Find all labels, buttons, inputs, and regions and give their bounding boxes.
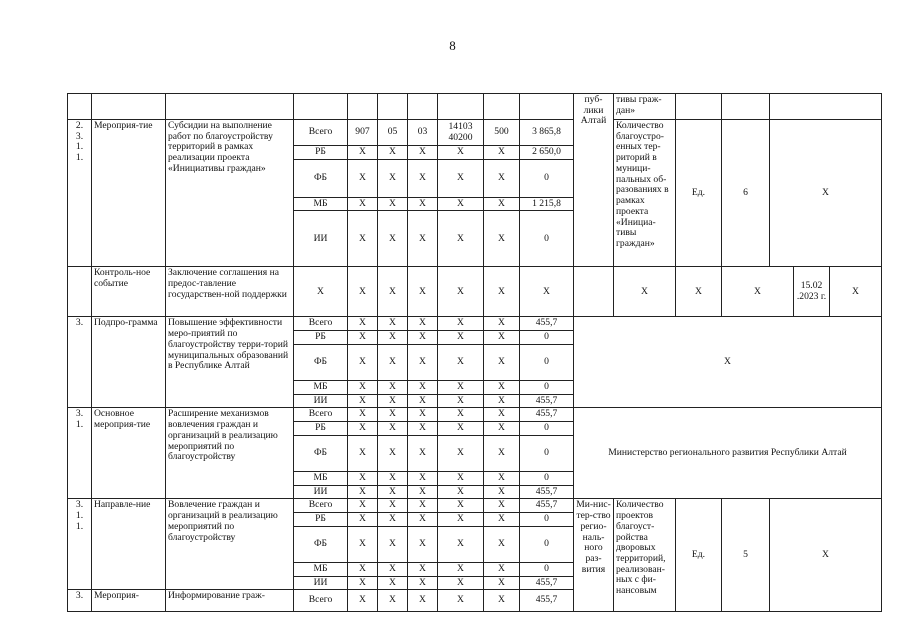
x-cell: Х bbox=[484, 344, 520, 380]
x-cell: Х bbox=[484, 526, 520, 562]
amount-cell: 2 650,0 bbox=[520, 146, 574, 160]
source-label: МБ bbox=[294, 471, 348, 485]
row-type: Мероприя- bbox=[92, 590, 166, 612]
row-name: Повышение эффективности меро-приятий по благоустройству терри-торий муниципальных образований в Республике Алтай bbox=[166, 317, 294, 408]
row-type: Подпро-грамма bbox=[92, 317, 166, 408]
x-cell: Х bbox=[408, 197, 438, 211]
x-cell: Х bbox=[520, 267, 574, 317]
x-cell: Х bbox=[408, 211, 438, 267]
x-cell: Х bbox=[484, 562, 520, 576]
x-cell: Х bbox=[348, 562, 378, 576]
x-cell: Х bbox=[408, 146, 438, 160]
x-cell: Х bbox=[484, 267, 520, 317]
table-row bbox=[68, 120, 882, 146]
x-cell: Х bbox=[378, 317, 408, 331]
x-cell: Х bbox=[438, 408, 484, 422]
amount-cell: 0 bbox=[520, 159, 574, 197]
x-cell: Х bbox=[438, 422, 484, 436]
x-cell: Х bbox=[408, 422, 438, 436]
x-cell: Х bbox=[438, 331, 484, 345]
x-cell: Х bbox=[484, 485, 520, 499]
x-cell: Х bbox=[484, 197, 520, 211]
x-cell: Х bbox=[348, 408, 378, 422]
table-row bbox=[68, 499, 882, 513]
x-cell: Х bbox=[378, 513, 408, 527]
x-cell: Х bbox=[378, 211, 408, 267]
source-label: МБ bbox=[294, 197, 348, 211]
x-cell: Х bbox=[438, 562, 484, 576]
row-name: Информирование граж- bbox=[166, 590, 294, 612]
source-label: РБ bbox=[294, 422, 348, 436]
x-cell: Х bbox=[348, 331, 378, 345]
x-cell: Х bbox=[484, 499, 520, 513]
x-cell: Х bbox=[348, 146, 378, 160]
row-name: Заключение соглашения на предос-тавление государствен-ной поддержки bbox=[166, 267, 294, 317]
x-cell: Х bbox=[378, 344, 408, 380]
x-cell: Х bbox=[438, 317, 484, 331]
table-row bbox=[68, 267, 882, 317]
x-cell: Х bbox=[484, 211, 520, 267]
x-cell: Х bbox=[378, 146, 408, 160]
source-label: Всего bbox=[294, 120, 348, 146]
x-cell: Х bbox=[348, 267, 378, 317]
x-cell: Х bbox=[348, 197, 378, 211]
code-cell: 907 bbox=[348, 120, 378, 146]
source-label: Всего bbox=[294, 408, 348, 422]
x-cell: Х bbox=[378, 380, 408, 394]
x-cell: Х bbox=[408, 485, 438, 499]
x-cell: Х bbox=[348, 317, 378, 331]
x-cell: Х bbox=[378, 394, 408, 408]
indicator-cell: Количество благоустро-енных тер-риторий в муници-пальных об-разованиях в рамках проекта «Инициа-тивы граждан» bbox=[614, 120, 676, 267]
x-cell: Х bbox=[348, 590, 378, 612]
value-cell: 5 bbox=[722, 499, 770, 612]
amount-cell: 1 215,8 bbox=[520, 197, 574, 211]
x-cell: Х bbox=[348, 422, 378, 436]
row-type: Мероприя-тие bbox=[92, 120, 166, 267]
x-cell: Х bbox=[438, 197, 484, 211]
row-name: Расширение механизмов вовлечения граждан и организаций в реализацию мероприятий по благоустройству bbox=[166, 408, 294, 499]
page-number: 8 bbox=[449, 38, 456, 53]
x-cell: Х bbox=[348, 394, 378, 408]
x-cell: Х bbox=[408, 590, 438, 612]
x-cell: Х bbox=[484, 380, 520, 394]
unit-cell: Ед. bbox=[676, 499, 722, 612]
x-cell: Х bbox=[378, 576, 408, 590]
x-cell: Х bbox=[408, 526, 438, 562]
code-cell: 500 bbox=[484, 120, 520, 146]
x-cell: Х bbox=[348, 471, 378, 485]
x-cell: Х bbox=[484, 422, 520, 436]
amount-cell: 455,7 bbox=[520, 317, 574, 331]
source-label: РБ bbox=[294, 513, 348, 527]
code-cell: 14103 40200 bbox=[438, 120, 484, 146]
amount-cell: 0 bbox=[520, 331, 574, 345]
row-number: 3. 1. 1. bbox=[68, 499, 92, 590]
amount-cell: 455,7 bbox=[520, 408, 574, 422]
x-cell: Х bbox=[438, 380, 484, 394]
x-cell: Х bbox=[438, 576, 484, 590]
table-row bbox=[68, 317, 882, 331]
unit-cell: Ед. bbox=[676, 120, 722, 267]
source-label: Всего bbox=[294, 499, 348, 513]
x-cell: Х bbox=[484, 146, 520, 160]
x-cell: Х bbox=[438, 159, 484, 197]
amount-cell: 455,7 bbox=[520, 590, 574, 612]
source-label: ФБ bbox=[294, 435, 348, 471]
x-cell: Х bbox=[408, 380, 438, 394]
x-cell: Х bbox=[378, 471, 408, 485]
x-cell: Х bbox=[438, 211, 484, 267]
row-number: 3. 1. bbox=[68, 408, 92, 499]
x-cell: Х bbox=[378, 526, 408, 562]
x-cell: Х bbox=[438, 394, 484, 408]
x-cell: Х bbox=[378, 408, 408, 422]
x-cell: Х bbox=[438, 485, 484, 499]
amount-cell: 0 bbox=[520, 344, 574, 380]
x-cell: Х bbox=[484, 394, 520, 408]
source-label: ИИ bbox=[294, 485, 348, 499]
source-label: ИИ bbox=[294, 211, 348, 267]
x-cell: Х bbox=[378, 331, 408, 345]
code-cell: 03 bbox=[408, 120, 438, 146]
source-label: РБ bbox=[294, 146, 348, 160]
x-cell: Х bbox=[574, 317, 882, 408]
x-cell: Х bbox=[676, 267, 722, 317]
x-cell: Х bbox=[348, 576, 378, 590]
x-cell: Х bbox=[378, 590, 408, 612]
amount-cell: 0 bbox=[520, 211, 574, 267]
x-cell: Х bbox=[348, 380, 378, 394]
x-cell: Х bbox=[408, 408, 438, 422]
x-cell: Х bbox=[408, 435, 438, 471]
amount-cell: 455,7 bbox=[520, 499, 574, 513]
x-cell: Х bbox=[770, 120, 882, 267]
x-cell: Х bbox=[408, 471, 438, 485]
x-cell: Х bbox=[408, 394, 438, 408]
x-cell: Х bbox=[438, 499, 484, 513]
x-cell: Х bbox=[484, 576, 520, 590]
x-cell: Х bbox=[438, 590, 484, 612]
x-cell: Х bbox=[408, 331, 438, 345]
x-cell: Х bbox=[722, 267, 794, 317]
x-cell: Х bbox=[484, 471, 520, 485]
executor-cell: пуб-лики Алтай bbox=[574, 94, 614, 267]
amount-cell: 455,7 bbox=[520, 394, 574, 408]
amount-cell: 0 bbox=[520, 380, 574, 394]
x-cell: Х bbox=[484, 590, 520, 612]
x-cell: Х bbox=[348, 526, 378, 562]
code-cell: 05 bbox=[378, 120, 408, 146]
x-cell: Х bbox=[484, 513, 520, 527]
amount-cell: 455,7 bbox=[520, 485, 574, 499]
x-cell: Х bbox=[348, 485, 378, 499]
x-cell: Х bbox=[438, 435, 484, 471]
source-label: МБ bbox=[294, 380, 348, 394]
x-cell: Х bbox=[830, 267, 882, 317]
row-name: Вовлечение граждан и организаций в реализацию мероприятий по благоустройству bbox=[166, 499, 294, 590]
indicator-cell: Количество проектов благоуст-ройства дворовых территорий, реализован-ных с фи-нансовым bbox=[614, 499, 676, 612]
row-number: 2. 3. 1. 1. bbox=[68, 120, 92, 267]
x-cell: Х bbox=[378, 499, 408, 513]
amount-cell: 0 bbox=[520, 435, 574, 471]
source-label: ФБ bbox=[294, 344, 348, 380]
value-cell: 6 bbox=[722, 120, 770, 267]
x-cell: Х bbox=[378, 435, 408, 471]
source-label: Всего bbox=[294, 317, 348, 331]
x-cell: Х bbox=[378, 562, 408, 576]
x-cell: Х bbox=[408, 344, 438, 380]
row-number: 3. bbox=[68, 590, 92, 612]
source-label: ФБ bbox=[294, 159, 348, 197]
table-row bbox=[68, 94, 882, 120]
x-cell: Х bbox=[348, 159, 378, 197]
x-cell: Х bbox=[408, 562, 438, 576]
x-cell: Х bbox=[348, 211, 378, 267]
amount-cell: 0 bbox=[520, 526, 574, 562]
x-cell: Х bbox=[378, 159, 408, 197]
x-cell: Х bbox=[378, 485, 408, 499]
amount-cell: 0 bbox=[520, 422, 574, 436]
x-cell: Х bbox=[484, 159, 520, 197]
x-cell: Х bbox=[770, 499, 882, 612]
x-cell: Х bbox=[378, 422, 408, 436]
row-type: Направле-ние bbox=[92, 499, 166, 590]
row-type: Контроль-ное событие bbox=[92, 267, 166, 317]
source-label: МБ bbox=[294, 562, 348, 576]
table-row bbox=[68, 408, 882, 422]
executor-cell: Ми-нис-тер-ство регио-наль-ного раз-вития bbox=[574, 499, 614, 612]
x-cell: Х bbox=[378, 267, 408, 317]
x-cell: Х bbox=[438, 526, 484, 562]
x-cell: Х bbox=[484, 435, 520, 471]
x-cell: Х bbox=[408, 317, 438, 331]
x-cell: Х bbox=[294, 267, 348, 317]
x-cell: Х bbox=[408, 159, 438, 197]
amount-cell: 0 bbox=[520, 562, 574, 576]
x-cell: Х bbox=[484, 331, 520, 345]
executor-cell: Министерство регионального развития Республики Алтай bbox=[574, 408, 882, 499]
source-label: ИИ bbox=[294, 576, 348, 590]
x-cell: Х bbox=[348, 499, 378, 513]
amount-cell: 3 865,8 bbox=[520, 120, 574, 146]
row-name: Субсидии на выполнение работ по благоустройству территорий в рамках реализации проекта «Инициативы граждан» bbox=[166, 120, 294, 267]
x-cell: Х bbox=[484, 408, 520, 422]
program-table bbox=[67, 93, 882, 612]
x-cell: Х bbox=[614, 267, 676, 317]
x-cell: Х bbox=[408, 513, 438, 527]
x-cell: Х bbox=[348, 435, 378, 471]
x-cell: Х bbox=[438, 267, 484, 317]
source-label: РБ bbox=[294, 331, 348, 345]
indicator-cell: тивы граж-дан» bbox=[614, 94, 676, 120]
x-cell: Х bbox=[408, 267, 438, 317]
amount-cell: 455,7 bbox=[520, 576, 574, 590]
x-cell: Х bbox=[408, 499, 438, 513]
x-cell: Х bbox=[438, 513, 484, 527]
date-cell: 15.02 .2023 г. bbox=[794, 267, 830, 317]
source-label: ФБ bbox=[294, 526, 348, 562]
row-number: 3. bbox=[68, 317, 92, 408]
source-label: ИИ bbox=[294, 394, 348, 408]
x-cell: Х bbox=[378, 197, 408, 211]
amount-cell: 0 bbox=[520, 471, 574, 485]
x-cell: Х bbox=[438, 146, 484, 160]
x-cell: Х bbox=[438, 471, 484, 485]
x-cell: Х bbox=[408, 576, 438, 590]
x-cell: Х bbox=[348, 344, 378, 380]
x-cell: Х bbox=[348, 513, 378, 527]
source-label: Всего bbox=[294, 590, 348, 612]
x-cell: Х bbox=[438, 344, 484, 380]
row-type: Основное мероприя-тие bbox=[92, 408, 166, 499]
amount-cell: 0 bbox=[520, 513, 574, 527]
x-cell: Х bbox=[484, 317, 520, 331]
